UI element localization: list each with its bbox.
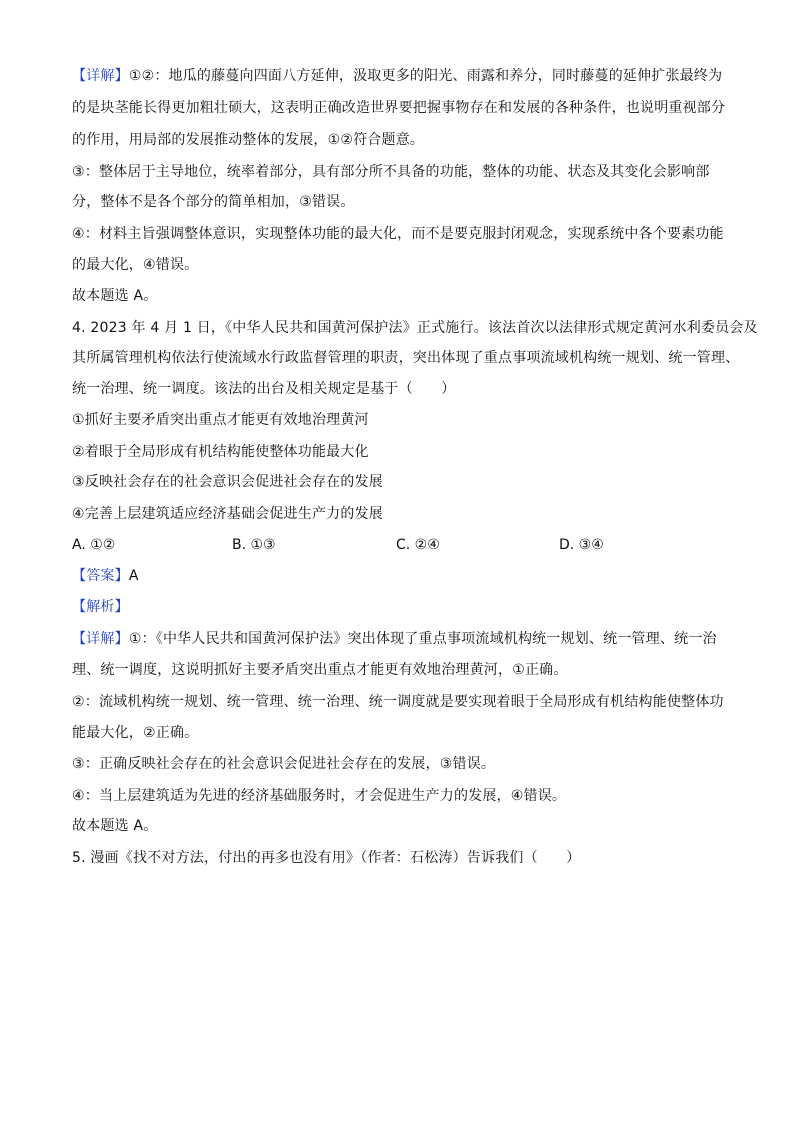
answer-value: A [128, 568, 139, 584]
explanation-line: ②：流域机构统一规划、统一管理、统一治理、统一调度就是要实现着眼于全局形成有机结构能使整体功 [72, 694, 724, 710]
analysis-tag: 【解析】 [72, 599, 129, 615]
statement-2: ②着眼于全局形成有机结构能使整体功能最大化 [72, 444, 369, 460]
question-stem: 其所属管理机构依法行使流域水行政监督管理的职责，突出体现了重点事项流域机构统一规划、统一管理、 [72, 350, 740, 366]
explanation-line: 的是块茎能长得更加粗壮硕大，这表明正确改造世界要把握事物存在和发展的各种条件，也说明重视部分 [72, 100, 726, 116]
explanation-text: ①②：地瓜的藤蔓向四面八方延伸，汲取更多的阳光、雨露和养分，同时藤蔓的延伸扩张最终为 [128, 68, 723, 84]
answer-line [72, 566, 139, 586]
question-stem: 5. 漫画《找不对方法，付出的再多也没有用》（作者：石松涛）告诉我们（ ） [72, 850, 581, 866]
explanation-line: 分，整体不是各个部分的简单相加，③错误。 [72, 194, 355, 210]
option-a: A. ①② [72, 537, 116, 553]
answer-tag: 【答案】 [72, 568, 129, 584]
statement-3: ③反映社会存在的社会意识会促进社会存在的发展 [72, 474, 383, 490]
statement-1: ①抓好主要矛盾突出重点才能更有效地治理黄河 [72, 412, 369, 428]
conclusion-line: 故本题选 A。 [72, 818, 158, 834]
option-d: D. ③④ [559, 537, 604, 553]
explanation-line: ④：材料主旨强调整体意识，实现整体功能的最大化，而不是要克服封闭观念，实现系统中各个要素功能 [72, 226, 724, 242]
option-b: B. ①③ [232, 537, 276, 553]
explanation-text: ①：《中华人民共和国黄河保护法》突出体现了重点事项流域机构统一规划、统一管理、统一治 [128, 631, 717, 647]
explanation-line: 能最大化，②正确。 [72, 725, 199, 741]
question-stem: 4. 2023 年 4 月 1 日，《中华人民共和国黄河保护法》正式施行。该法首次以法律形式规定黄河水利委员会及 [72, 320, 758, 336]
explanation-line: ③：正确反映社会存在的社会意识会促进社会存在的发展，③错误。 [72, 756, 496, 772]
explanation-line [72, 66, 722, 86]
option-c: C. ②④ [396, 537, 440, 553]
explanation-line: 的作用，用局部的发展推动整体的发展，①②符合题意。 [72, 132, 425, 148]
statement-4: ④完善上层建筑适应经济基础会促进生产力的发展 [72, 506, 383, 522]
explanation-line: 理、统一调度，这说明抓好主要矛盾突出重点才能更有效地治理黄河，①正确。 [72, 662, 568, 678]
question-stem: 统一治理、统一调度。该法的出台及相关规定是基于（ ） [72, 381, 456, 397]
explanation-line: ③：整体居于主导地位，统率着部分，具有部分所不具备的功能，整体的功能、状态及其变化会影响部 [72, 164, 710, 180]
detail-tag: 【详解】 [72, 68, 129, 84]
explanation-line: ④：当上层建筑适为先进的经济基础服务时，才会促进生产力的发展，④错误。 [72, 788, 567, 804]
explanation-line: 的最大化，④错误。 [72, 257, 199, 273]
detail-tag: 【详解】 [72, 631, 129, 647]
conclusion-line: 故本题选 A。 [72, 288, 158, 304]
explanation-line [72, 629, 717, 649]
